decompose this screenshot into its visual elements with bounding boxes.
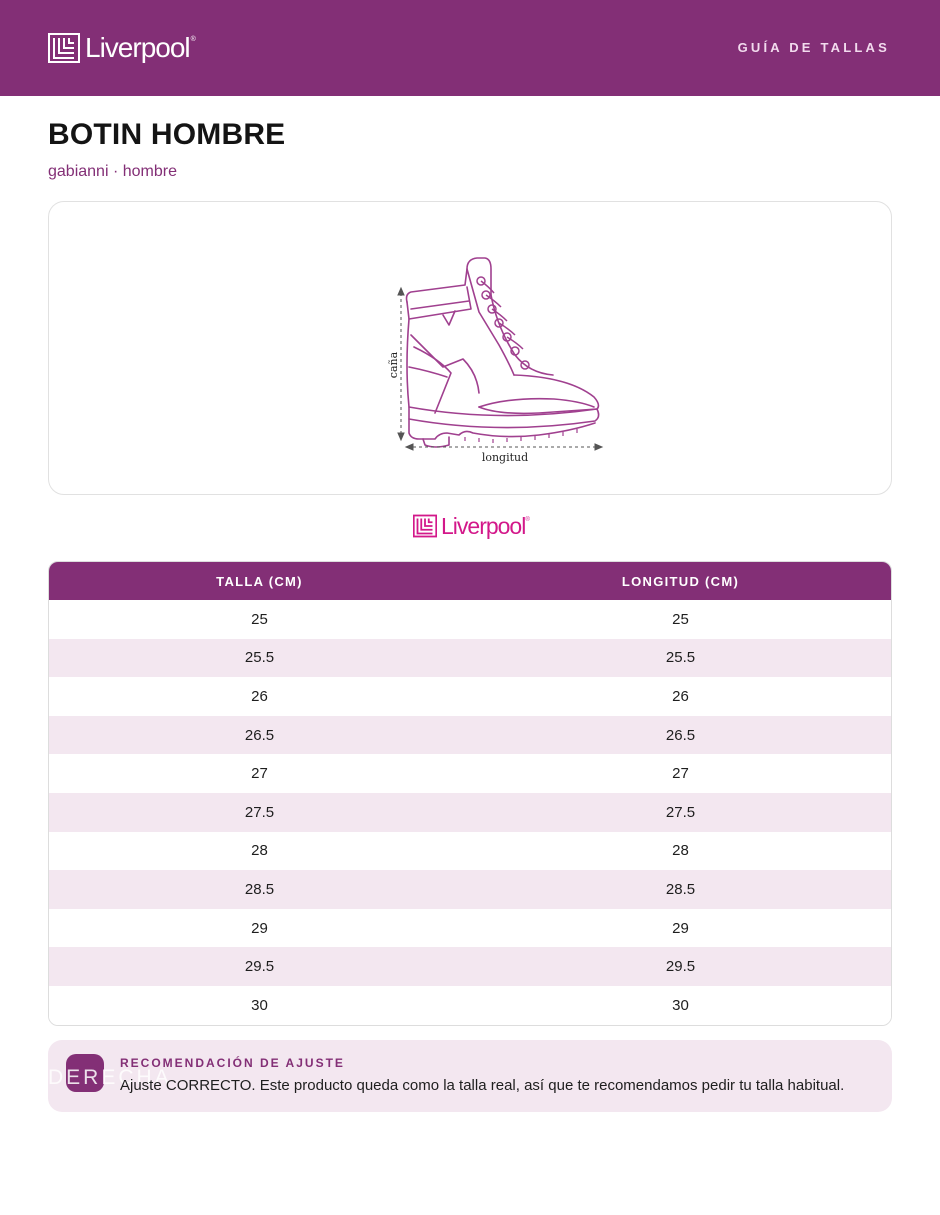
logo-wordmark: Liverpool® — [85, 32, 195, 63]
fit-recommendation-text: Ajuste CORRECTO. Este producto queda como la talla real, así que te recomendamos pedir tu talla habitual. — [120, 1077, 845, 1094]
size-cell: 29 — [251, 919, 268, 937]
size-cell: 27.5 — [244, 803, 275, 821]
liverpool-logo[interactable] — [48, 31, 195, 65]
length-cell: 26.5 — [665, 726, 696, 744]
brand-mark — [413, 512, 529, 540]
table-row — [49, 600, 891, 639]
product-subtitle: gabianni · hombre — [48, 163, 177, 180]
length-cell: 28 — [672, 842, 689, 860]
fit-recommendation-label: RECOMENDACIÓN DE AJUSTE — [120, 1056, 345, 1070]
page-header — [0, 0, 940, 96]
size-cell: 27 — [251, 765, 268, 783]
length-cell: 25.5 — [665, 649, 696, 667]
length-cell: 27 — [672, 765, 689, 783]
boot-outline-icon — [339, 247, 609, 472]
length-cell: 29.5 — [665, 958, 696, 976]
size-cell: 25 — [251, 610, 268, 628]
brand-wordmark: Liverpool® — [441, 512, 529, 539]
size-cell: 26 — [251, 687, 268, 705]
length-cell: 29 — [672, 919, 689, 937]
boot-diagram-card — [48, 201, 892, 495]
length-cell: 25 — [672, 610, 689, 628]
table-row — [49, 870, 891, 909]
length-label: longitud — [481, 451, 529, 464]
size-cell: 28 — [251, 842, 268, 860]
table-row — [49, 947, 891, 986]
column-header-length: LONGITUD (CM) — [621, 573, 740, 589]
size-cell: 29.5 — [244, 958, 275, 976]
length-cell: 30 — [672, 996, 689, 1014]
shaft-height-label: caña — [387, 351, 400, 379]
liverpool-logo-icon — [413, 514, 437, 538]
size-cell: 30 — [251, 996, 268, 1014]
table-row — [49, 909, 891, 948]
size-cell: 25.5 — [244, 649, 275, 667]
table-row — [49, 716, 891, 755]
fit-recommendation — [48, 1040, 892, 1112]
length-cell: 26 — [672, 687, 689, 705]
table-row — [49, 986, 891, 1025]
table-row — [49, 754, 891, 793]
table-header — [49, 562, 891, 600]
table-row — [49, 832, 891, 871]
product-title: BOTIN HOMBRE — [48, 118, 286, 151]
table-row — [49, 793, 891, 832]
length-cell: 28.5 — [665, 880, 696, 898]
table-row — [49, 639, 891, 678]
size-cell: 28.5 — [244, 880, 275, 898]
column-header-size: TALLA (CM) — [216, 573, 303, 589]
size-guide-label: GUÍA DE TALLAS — [737, 40, 890, 55]
size-cell: 26.5 — [244, 726, 275, 744]
size-table — [48, 561, 892, 1026]
liverpool-logo-icon — [48, 33, 80, 63]
fit-watermark: DERECHA — [48, 1066, 172, 1089]
length-cell: 27.5 — [665, 803, 696, 821]
table-row — [49, 677, 891, 716]
table-body — [49, 600, 891, 1025]
